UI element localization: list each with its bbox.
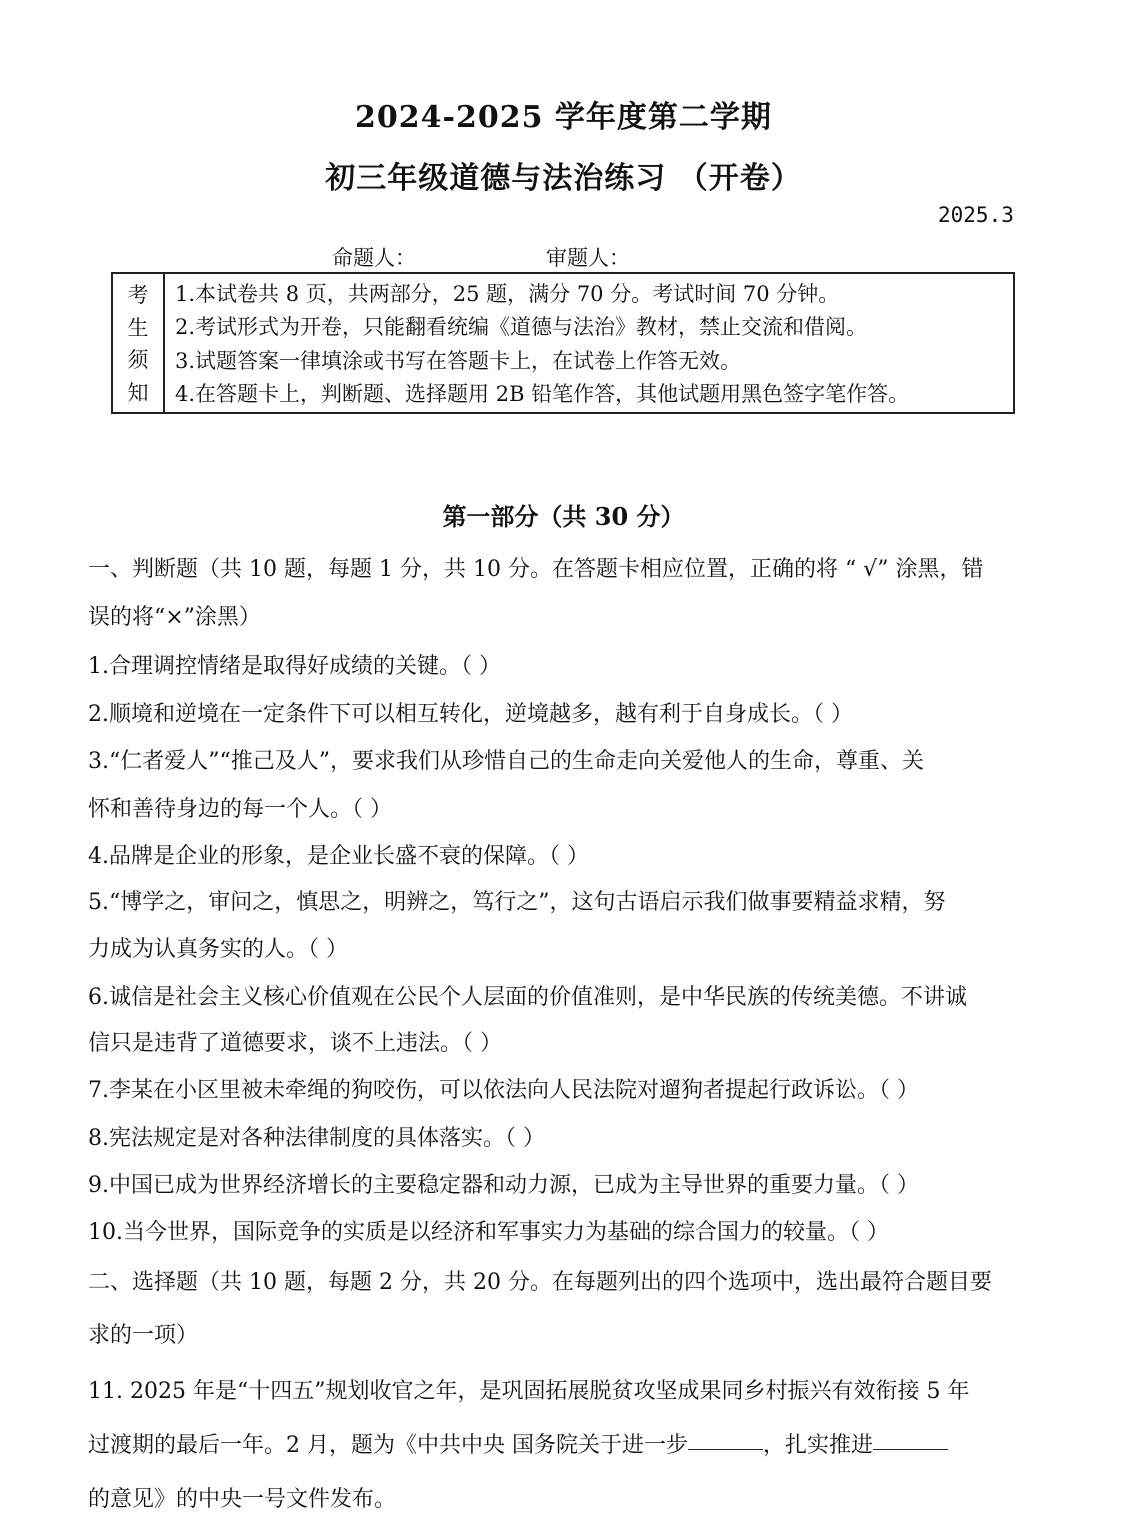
question-3: 3.“仁者爱人”“推己及人”，要求我们从珍惜自己的生命走向关爱他人的生命，尊重、关 — [88, 749, 924, 774]
question-4: 4.品牌是企业的形象，是企业长盛不衰的保障。（ ） — [88, 844, 589, 869]
author-label: 命题人： — [332, 246, 416, 270]
question-5: 5.“博学之，审问之，慎思之，明辨之，笃行之”，这句古语启示我们做事要精益求精，努 — [88, 890, 946, 915]
question-11: 11. 2025 年是“十四五”规划收官之年，是巩固拓展脱贫攻坚成果同乡村振兴有效衔接 5 年 — [88, 1379, 970, 1404]
section-heading-cont: 求的一项） — [88, 1323, 199, 1348]
question-9: 9.中国已成为世界经济增长的主要稳定器和动力源，已成为主导世界的重要力量。（ ） — [88, 1173, 919, 1198]
part-title: 第一部分（共 30 分） — [442, 502, 685, 531]
question-11-cont — [88, 1428, 948, 1459]
notice-item: 4.在答题卡上，判断题、选择题用 2B 铅笔作答，其他试题用黑色签字笔作答。 — [175, 382, 910, 407]
notice-label — [113, 274, 165, 412]
question-2: 2.顺境和逆境在一定条件下可以相互转化，逆境越多，越有利于自身成长。（ ） — [88, 702, 853, 727]
notice-label-char: 知 — [127, 380, 149, 405]
question-11-text-a: 过渡期的最后一年。2 月，题为《中共中央 国务院关于进一步 — [88, 1433, 688, 1458]
notice-items — [165, 274, 1013, 412]
exam-date: 2025.3 — [938, 203, 1014, 227]
notice-item: 3.试题答案一律填涂或书写在答题卡上，在试卷上作答无效。 — [175, 348, 742, 373]
answer-blank — [688, 1448, 763, 1450]
question-10: 10.当今世界，国际竞争的实质是以经济和军事实力为基础的综合国力的较量。（ ） — [88, 1220, 889, 1245]
question-11-end: 的意见》的中央一号文件发布。 — [88, 1487, 397, 1512]
exam-notice-box — [111, 272, 1015, 414]
question-6: 6.诚信是社会主义核心价值观在公民个人层面的价值准则，是中华民族的传统美德。不讲诚 — [88, 985, 967, 1010]
question-8: 8.宪法规定是对各种法律制度的具体落实。（ ） — [88, 1126, 545, 1151]
author-line — [332, 242, 630, 272]
question-1: 1.合理调控情绪是取得好成绩的关键。（ ） — [88, 654, 501, 679]
notice-label-char: 生 — [127, 315, 149, 340]
section-heading-cont: 误的将“×”涂黑） — [88, 605, 261, 630]
section-heading: 二、选择题（共 10 题，每题 2 分，共 20 分。在每题列出的四个选项中，选出最符合题目要 — [88, 1270, 992, 1295]
question-5-cont: 力成为认真务实的人。（ ） — [88, 937, 348, 962]
exam-title-subject: 初三年级道德与法治练习 （开卷） — [325, 161, 802, 196]
notice-item: 1.本试卷共 8 页，共两部分，25 题，满分 70 分。考试时间 70 分钟。 — [175, 281, 840, 306]
notice-label-char: 须 — [127, 348, 149, 373]
answer-blank — [873, 1448, 948, 1450]
question-6-cont: 信只是违背了道德要求，谈不上违法。（ ） — [88, 1031, 502, 1056]
exam-title-term: 2024-2025 学年度第二学期 — [355, 100, 772, 135]
question-11-text-b: ，扎实推进 — [763, 1433, 874, 1458]
question-7: 7.李某在小区里被未牵绳的狗咬伤，可以依法向人民法院对遛狗者提起行政诉讼。（ ） — [88, 1078, 919, 1103]
notice-item: 2.考试形式为开卷，只能翻看统编《道德与法治》教材，禁止交流和借阅。 — [175, 315, 868, 340]
reviewer-label: 审题人： — [546, 246, 630, 270]
notice-label-char: 考 — [127, 283, 149, 308]
section-heading: 一、判断题（共 10 题，每题 1 分，共 10 分。在答题卡相应位置，正确的将 “ √” 涂黑，错 — [88, 557, 984, 582]
question-3-cont: 怀和善待身边的每一个人。（ ） — [88, 797, 392, 822]
